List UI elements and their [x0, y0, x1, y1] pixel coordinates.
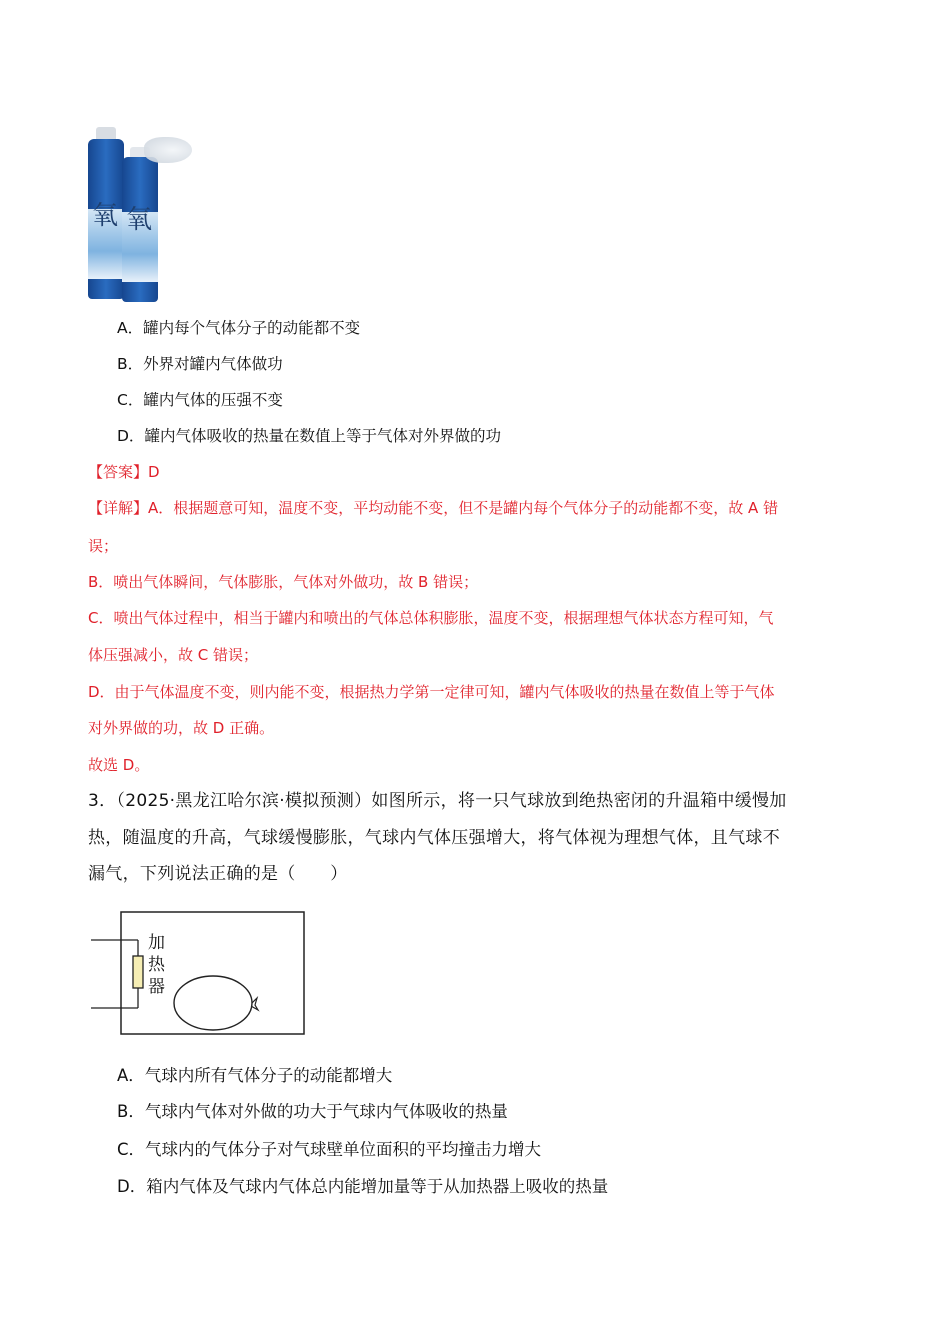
q3-number: 3．: [88, 791, 117, 811]
q2-option-c: C．罐内气体的压强不变: [117, 391, 283, 409]
q2-explanation-line-1: 【详解】A．根据题意可知，温度不变，平均动能不变，但不是罐内每个气体分子的动能都不变，故 A 错: [88, 499, 779, 517]
q2-option-d: D．罐内气体吸收的热量在数值上等于气体对外界做的功: [117, 427, 501, 445]
oxygen-can-left: [88, 127, 124, 299]
q3-stem-line-2: 热，随温度的升高，气球缓慢膨胀，气球内气体压强增大，将气体视为理想气体，且气球不: [88, 828, 780, 848]
q2-explanation-line-6: D．由于气体温度不变，则内能不变，根据热力学第一定律可知，罐内气体吸收的热量在数值上等于气体: [88, 683, 775, 701]
q2-explanation-line-8: 故选 D。: [88, 756, 150, 774]
q2-explanation-line-2: 误；: [88, 537, 119, 555]
q3-stem-line-1: 3．（2025·黑龙江哈尔滨·模拟预测）如图所示，将一只气球放到绝热密闭的升温箱中缓慢加: [88, 791, 787, 811]
q2-option-b: B．外界对罐内气体做功: [117, 355, 283, 373]
can-char-left: 氧: [92, 201, 119, 231]
q2-explanation-line-7: 对外界做的功，故 D 正确。: [88, 719, 275, 737]
q2-option-a: A．罐内每个气体分子的动能都不变: [117, 319, 361, 337]
oxygen-mask: [144, 137, 192, 163]
can-body: [88, 139, 124, 299]
heater-resistor: [133, 956, 143, 988]
can-body: [122, 157, 158, 302]
q3-option-d: D．箱内气体及气球内气体总内能增加量等于从加热器上吸收的热量: [117, 1177, 609, 1196]
q3-stem-line-3: 漏气，下列说法正确的是（ ）: [88, 864, 348, 884]
heater-balloon-diagram: [86, 906, 312, 1038]
oxygen-can-right: [122, 147, 158, 302]
q3-option-c: C．气球内的气体分子对气球壁单位面积的平均撞击力增大: [117, 1140, 542, 1159]
can-char-right: 氧: [126, 205, 153, 235]
oxygen-cans-image: [86, 127, 196, 302]
q2-explanation-line-3: B．喷出气体瞬间，气体膨胀，气体对外做功，故 B 错误；: [88, 573, 479, 591]
q3-option-b: B．气球内气体对外做的功大于气球内气体吸收的热量: [117, 1102, 508, 1121]
q2-explanation-line-5: 体压强减小，故 C 错误；: [88, 646, 259, 664]
q3-option-a: A．气球内所有气体分子的动能都增大: [117, 1066, 393, 1085]
q2-explanation-line-4: C．喷出气体过程中，相当于罐内和喷出的气体总体积膨胀，温度不变，根据理想气体状态方程可知，气: [88, 609, 774, 627]
q2-answer: 【答案】D: [88, 463, 160, 481]
balloon: [174, 976, 252, 1030]
heater-label: 加 热 器: [148, 933, 165, 997]
